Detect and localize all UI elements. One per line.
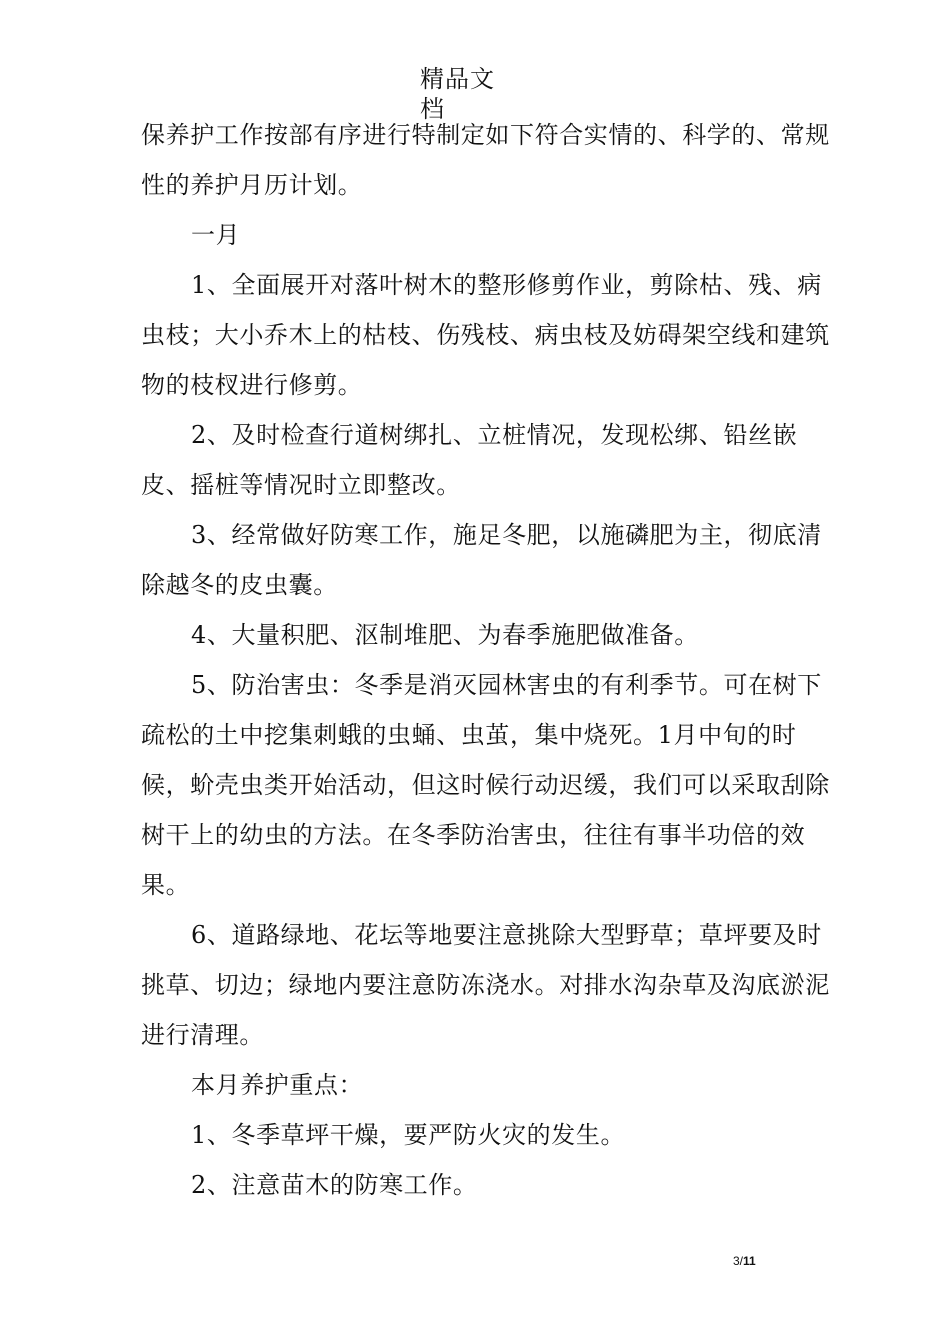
document-body bbox=[141, 110, 831, 1210]
paragraph-item-3: 3、经常做好防寒工作，施足冬肥，以施磷肥为主，彻底清除越冬的皮虫囊。 bbox=[141, 521, 822, 599]
paragraph-intro: 保养护工作按部有序进行特制定如下符合实情的、科学的、常规性的养护月历计划。 bbox=[141, 121, 830, 199]
paragraph-item-1: 1、全面展开对落叶树木的整形修剪作业，剪除枯、残、病虫枝；大小乔木上的枯枝、伤残枝、病虫枝及妨碍架空线和建筑物的枝杈进行修剪。 bbox=[141, 271, 830, 399]
page-number-total: 11 bbox=[743, 1254, 756, 1268]
paragraph-item-4: 4、大量积肥、沤制堆肥、为春季施肥做准备。 bbox=[191, 621, 699, 649]
key-point-1: 1、冬季草坪干燥，要严防火灾的发生。 bbox=[191, 1121, 626, 1149]
paragraph-item-2: 2、及时检查行道树绑扎、立桩情况，发现松绑、铅丝嵌皮、摇桩等情况时立即整改。 bbox=[141, 421, 798, 499]
page-number bbox=[733, 1254, 756, 1268]
paragraph-item-5: 5、防治害虫：冬季是消灭园林害虫的有利季节。可在树下疏松的土中挖集刺蛾的虫蛹、虫茧，集中烧死。1月中旬的时候，蚧壳虫类开始活动，但这时候行动迟缓，我们可以采取刮除树干上的幼虫的方法。在冬季防治害虫，往往有事半功倍的效果。 bbox=[141, 671, 830, 899]
header-title-line-2: 档 bbox=[420, 95, 445, 123]
page-number-current: 3/ bbox=[733, 1254, 744, 1268]
header-title-line-1: 精品文 bbox=[420, 65, 495, 93]
section-heading-key-points: 本月养护重点： bbox=[191, 1071, 364, 1099]
key-point-2: 2、注意苗木的防寒工作。 bbox=[191, 1171, 478, 1199]
paragraph-item-6: 6、道路绿地、花坛等地要注意挑除大型野草；草坪要及时挑草、切边；绿地内要注意防冻浇水。对排水沟杂草及沟底淤泥进行清理。 bbox=[141, 921, 830, 1049]
section-heading-january: 一月 bbox=[191, 221, 241, 249]
